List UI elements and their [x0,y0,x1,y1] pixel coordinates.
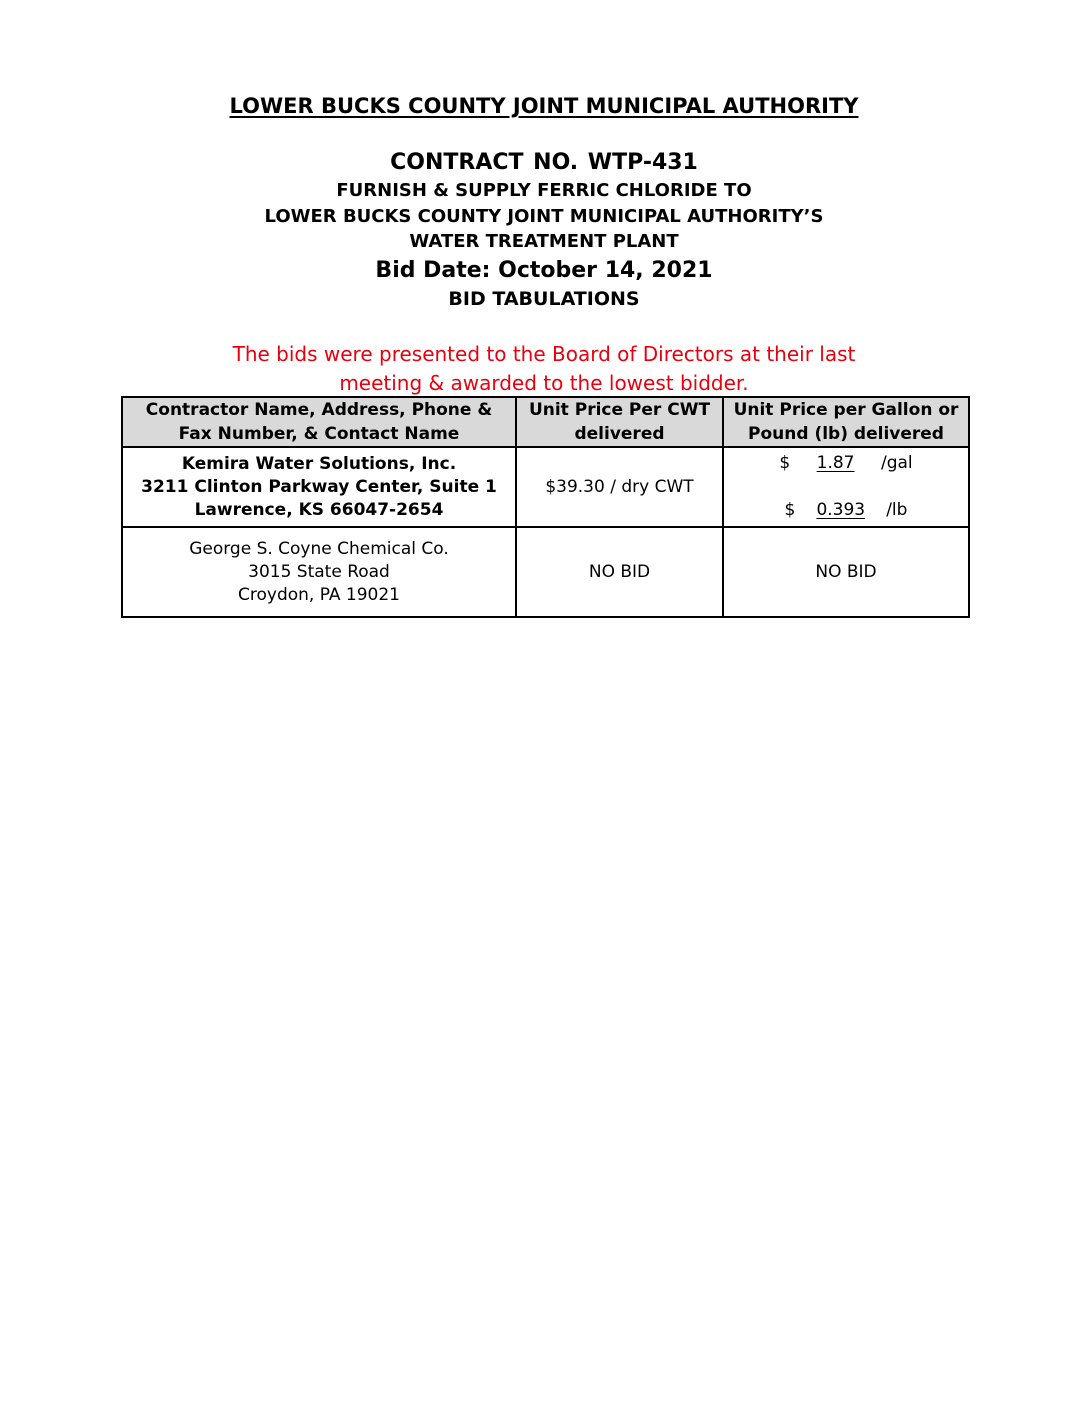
contractor-cell [122,527,516,617]
cwt-price-cell [516,447,723,527]
column-header-contractor [122,397,516,447]
bid-date: Bid Date: October 14, 2021 [375,258,713,283]
contractor-address: 3015 State Road [248,561,390,582]
pound-price [724,499,968,522]
contractor-name: Kemira Water Solutions, Inc. [181,453,457,474]
currency-symbol: $ [784,500,796,520]
contractor-name: George S. Coyne Chemical Co. [189,538,449,559]
column-header-text: Pound (lb) delivered [748,424,944,444]
cwt-price-value: $39.30 / dry CWT [545,476,694,497]
column-header-text: delivered [574,424,665,444]
table-header-row [122,397,969,447]
column-header-text: Contractor Name, Address, Phone & [145,400,493,420]
pound-unit: /lb [886,500,908,520]
pound-price-amount: 0.393 [816,500,866,520]
contractor-city: Lawrence, KS 66047-2654 [194,499,444,520]
currency-symbol: $ [779,453,791,473]
gallon-pound-price-cell [723,527,969,617]
subtitle-line: LOWER BUCKS COUNTY JOINT MUNICIPAL AUTHORITY’S [264,206,824,227]
contractor-city: Croydon, PA 19021 [238,584,400,605]
column-header-text: Unit Price per Gallon or [733,400,959,420]
gallon-pound-price-value: NO BID [815,561,877,582]
contractor-cell [122,447,516,527]
section-title: BID TABULATIONS [448,288,640,310]
column-header-text: Fax Number, & Contact Name [178,424,460,444]
subtitle-line: WATER TREATMENT PLANT [409,231,679,252]
contractor-address: 3211 Clinton Parkway Center, Suite 1 [141,476,497,497]
table-row [122,527,969,617]
award-notice-line: The bids were presented to the Board of Directors at their last [232,342,856,366]
bid-tabulation-table [121,396,970,618]
gallon-pound-price-cell [723,447,969,527]
cwt-price-cell [516,527,723,617]
cwt-price-value: NO BID [588,561,651,582]
column-header-text: Unit Price Per CWT [528,400,711,420]
gallon-price [724,452,968,475]
column-header-cwt-price [516,397,723,447]
table-row [122,447,969,527]
award-notice-line: meeting & awarded to the lowest bidder. [339,371,749,395]
subtitle-line: FURNISH & SUPPLY FERRIC CHLORIDE TO [336,180,752,201]
gallon-price-amount: 1.87 [816,453,855,473]
gallon-unit: /gal [880,453,913,473]
column-header-gallon-pound-price [723,397,969,447]
organization-title: LOWER BUCKS COUNTY JOINT MUNICIPAL AUTHORITY [229,94,859,118]
contract-number: CONTRACT NO. WTP-431 [390,150,698,175]
